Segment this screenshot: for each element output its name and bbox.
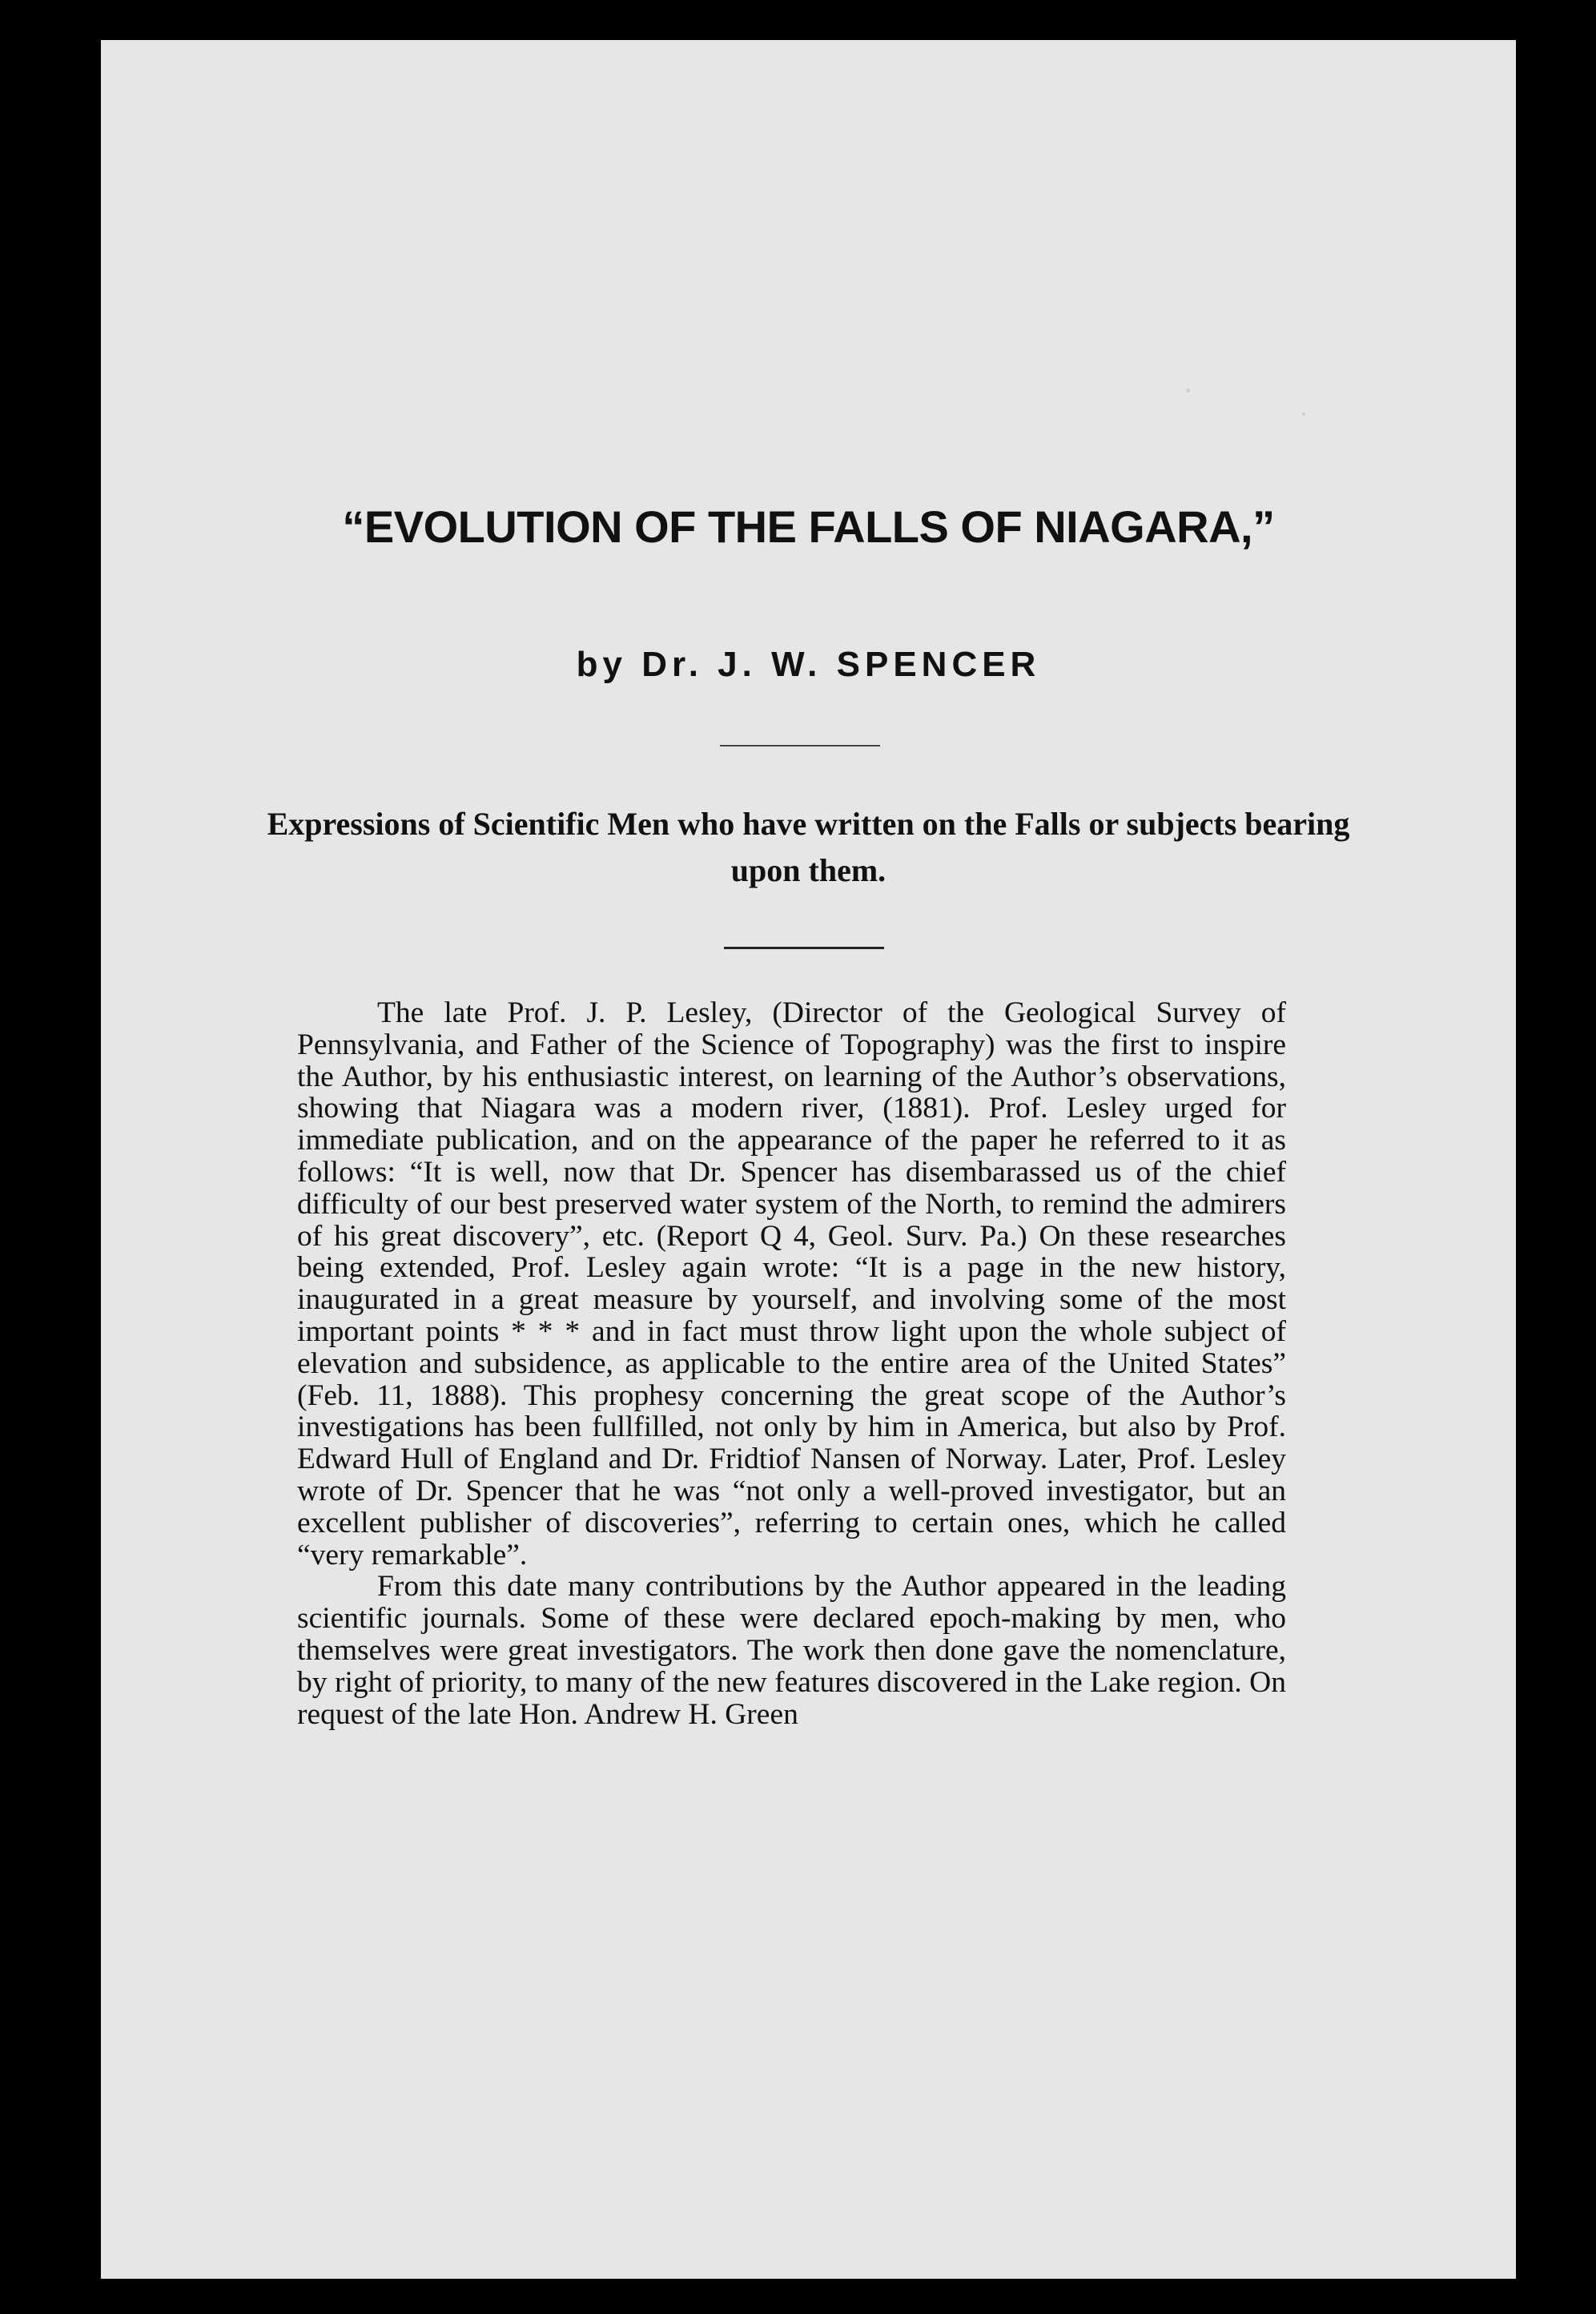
document-page [101, 40, 1516, 2279]
body-text [297, 997, 1286, 1730]
document-title: “EVOLUTION OF THE FALLS OF NIAGARA,” [342, 501, 1275, 552]
paper-speck [1186, 388, 1190, 392]
divider [720, 745, 880, 747]
paragraph: The late Prof. J. P. Lesley, (Director of the Geological Survey of Pennsylvania, and Father of the Science of Topography) was the first to inspire the Author, by his enthusiastic interest, on learning of the Author’s observations, showing that Niagara was a modern river, (1881). Prof. Lesley urged for immediate publication, and on the appearance of the paper he referred to it as follows: “It is well, now that Dr. Spencer has disembarassed us of the chief difficulty of our best preserved water system of the North, to remind the admirers of his great discovery”, etc. (Report Q 4, Geol. Surv. Pa.) On these researches being extended, Prof. Lesley again wrote: “It is a page in the new history, inaugurated in a great measure by yourself, and involving some of the most important points * * * and in fact must throw light upon the whole subject of elevation and subsidence, as applicable to the entire area of the United States” (Feb. 11, 1888). This prophesy concerning the great scope of the Author’s investigations has been fullfilled, not only by him in America, but also by Prof. Edward Hull of England and Dr. Fridtiof Nansen of Norway. Later, Prof. Lesley wrote of Dr. Spencer that he was “not only a well-proved investigator, but an excellent publisher of discoveries”, referring to certain ones, which he called “very remarkable”. [297, 996, 1286, 1572]
paragraph: From this date many contributions by the Author appeared in the leading scientific journals. Some of these were declared epoch-making by men, who themselves were great investigators. The work then done gave the nomenclature, by right of priority, to many of the new features discovered in the Lake region. On request of the late Hon. Andrew H. Green [297, 1570, 1286, 1731]
subheading: Expressions of Scientific Men who have written on the Falls or subjects bearing upon them. [267, 806, 1350, 888]
author-byline: by Dr. J. W. SPENCER [576, 645, 1041, 684]
paper-speck [1302, 412, 1305, 416]
divider [724, 947, 884, 949]
